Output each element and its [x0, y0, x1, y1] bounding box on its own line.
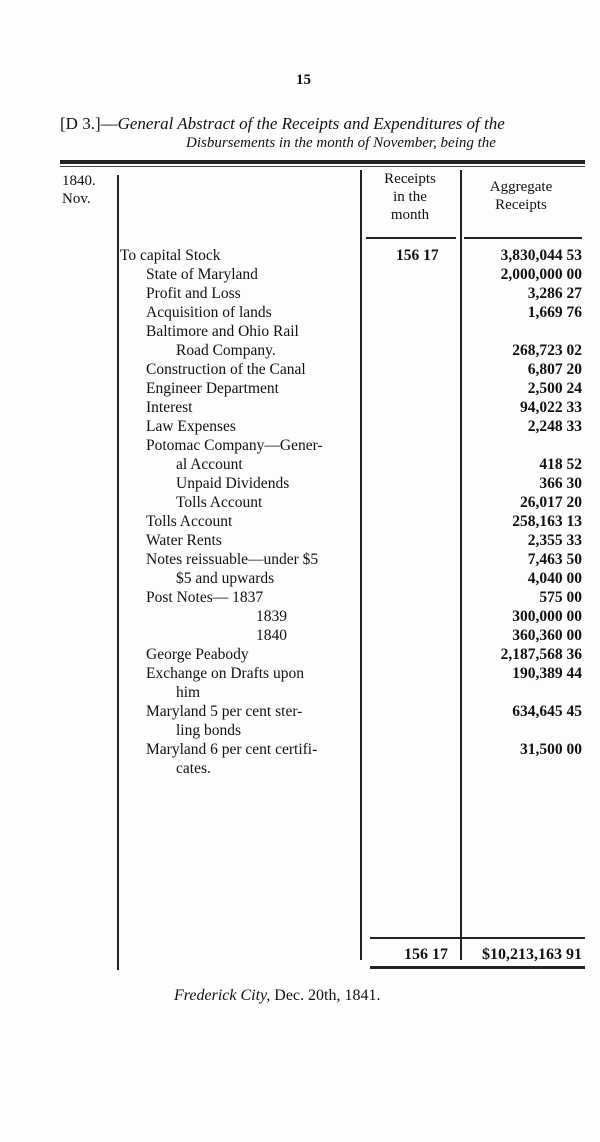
year: 1840.: [62, 173, 96, 189]
account-label: Maryland 6 per cent certifi-: [146, 741, 318, 758]
aggregate-amount: 2,187,568 36: [500, 646, 582, 663]
ledger-line: [0, 493, 600, 512]
account-label: 1840: [256, 627, 287, 644]
aggregate-amount: 268,723 02: [512, 342, 582, 359]
account-label: Water Rents: [146, 532, 222, 549]
aggregate-amount: 300,000 00: [512, 608, 582, 625]
aggregate-amount: 190,389 44: [512, 665, 582, 682]
title-prefix: [D 3.]—: [60, 114, 118, 133]
account-label: ling bonds: [176, 722, 242, 739]
ledger-line: [0, 303, 600, 322]
account-label: To capital Stock: [120, 247, 221, 264]
total-rule: [370, 937, 585, 939]
aggregate-amount: 2,355 33: [527, 532, 582, 549]
account-label: cates.: [176, 760, 211, 777]
aggregate-amount: 6,807 20: [527, 361, 582, 378]
aggregate-amount: 31,500 00: [520, 741, 582, 758]
ledger-line: [0, 683, 600, 702]
ledger-line: [0, 645, 600, 664]
ledger-line: [0, 512, 600, 531]
ledger-line: [0, 664, 600, 683]
date-column: [62, 172, 96, 208]
header-rule-thin: [60, 166, 585, 167]
ledger-line: [0, 569, 600, 588]
footer-place: Frederick City,: [174, 987, 271, 1004]
title-text: General Abstract of the Receipts and Expenditures of the: [117, 114, 505, 133]
total-receipts: 156 17: [404, 946, 448, 963]
account-label: Tolls Account: [176, 494, 263, 511]
footer-signature-line: [174, 987, 380, 1005]
aggregate-amount: 418 52: [539, 456, 582, 473]
account-label: al Account: [176, 456, 243, 473]
ledger-line: [0, 455, 600, 474]
aggregate-amount: 7,463 50: [527, 551, 582, 568]
ledger-line: [0, 607, 600, 626]
aggregate-amount: 575 00: [539, 589, 582, 606]
account-label: George Peabody: [146, 646, 249, 663]
account-label: Post Notes— 1837: [146, 589, 264, 606]
header-rule: [60, 160, 585, 164]
aggregate-amount: 4,040 00: [527, 570, 582, 587]
ledger-line: [0, 626, 600, 645]
aggregate-amount: 3,830,044 53: [500, 247, 582, 264]
account-label: Road Company.: [176, 342, 276, 359]
title-line-1: [60, 114, 505, 134]
header-underline: [464, 237, 582, 239]
ledger-line: [0, 740, 600, 759]
account-label: Interest: [146, 399, 193, 416]
aggregate-amount: 258,163 13: [512, 513, 582, 530]
account-label: Engineer Department: [146, 380, 279, 397]
account-label: Maryland 5 per cent ster-: [146, 703, 303, 720]
account-label: State of Maryland: [146, 266, 258, 283]
ledger-line: [0, 436, 600, 455]
header-line: Aggregate: [489, 179, 553, 195]
account-label: Notes reissuable—under $5: [146, 551, 319, 568]
account-label: him: [176, 684, 201, 701]
aggregate-amount: 634,645 45: [512, 703, 582, 720]
account-label: Unpaid Dividends: [176, 475, 290, 492]
aggregate-amount: 94,022 33: [520, 399, 582, 416]
account-label: 1839: [256, 608, 287, 625]
account-label: Potomac Company—Gener-: [146, 437, 323, 454]
aggregate-amount: 366 30: [539, 475, 582, 492]
header-line: Receipts: [384, 171, 436, 187]
ledger-line: [0, 702, 600, 721]
aggregate-amount: 26,017 20: [520, 494, 582, 511]
ledger-line: [0, 322, 600, 341]
account-label: Law Expenses: [146, 418, 236, 435]
ledger-line: [0, 474, 600, 493]
ledger-line: [0, 341, 600, 360]
header-underline: [366, 237, 456, 239]
aggregate-amount: 1,669 76: [527, 304, 582, 321]
header-line: in the: [393, 189, 427, 205]
account-label: Profit and Loss: [146, 285, 241, 302]
ledger-line: [0, 284, 600, 303]
account-label: Exchange on Drafts upon: [146, 665, 304, 682]
month: Nov.: [62, 191, 91, 207]
ledger-line: [0, 531, 600, 550]
receipts-month-amount: 156 17: [396, 247, 439, 264]
aggregate-amount: 360,360 00: [512, 627, 582, 644]
title-line-2: Disbursements in the month of November, being the: [186, 135, 496, 151]
aggregate-amount: 2,500 24: [527, 380, 582, 397]
ledger-line: [0, 265, 600, 284]
ledger-line: [0, 759, 600, 778]
header-line: Receipts: [495, 197, 547, 213]
ledger-line: [0, 417, 600, 436]
total-aggregate: $10,213,163 91: [482, 946, 582, 963]
footer-date: Dec. 20th, 1841.: [274, 987, 381, 1004]
ledger-line: [0, 550, 600, 569]
ledger-line: [0, 360, 600, 379]
header-line: month: [390, 207, 430, 223]
account-label: Tolls Account: [146, 513, 233, 530]
account-label: Construction of the Canal: [146, 361, 306, 378]
page-number: 15: [296, 72, 311, 88]
ledger-line: [0, 588, 600, 607]
account-label: $5 and upwards: [176, 570, 275, 587]
account-label: Acquisition of lands: [146, 304, 272, 321]
header-aggregate: [466, 178, 576, 214]
ledger-line: [0, 246, 600, 265]
total-double-rule: [370, 966, 585, 969]
aggregate-amount: 2,000,000 00: [500, 266, 582, 283]
ledger-line: [0, 379, 600, 398]
aggregate-amount: 2,248 33: [527, 418, 582, 435]
account-label: Baltimore and Ohio Rail: [146, 323, 299, 340]
header-receipts-month: [362, 170, 458, 224]
ledger-line: [0, 721, 600, 740]
ledger-line: [0, 398, 600, 417]
aggregate-amount: 3,286 27: [527, 285, 582, 302]
